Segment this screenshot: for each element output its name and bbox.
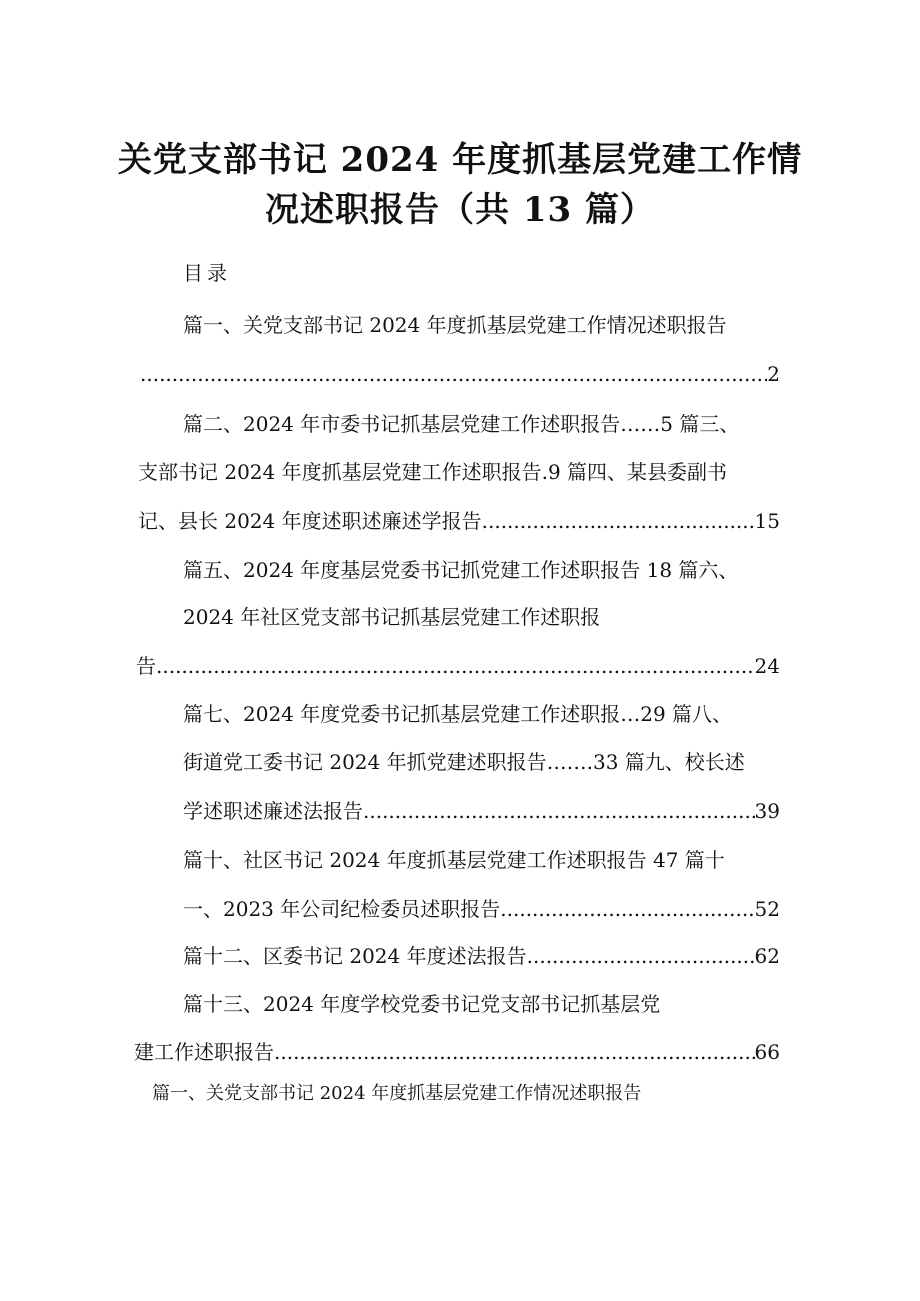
toc-page-number: 15	[754, 509, 780, 533]
document-title-line-2: 况述职报告（共 13 篇）	[265, 190, 655, 230]
dot-leader	[363, 797, 755, 825]
toc-page-number: 66	[754, 1040, 780, 1064]
toc-entry-text: 学述职述廉述法报告	[183, 799, 363, 823]
toc-page-number: 2	[767, 362, 780, 386]
dot-leader	[156, 652, 755, 680]
toc-line-5[interactable]	[138, 507, 780, 535]
dot-leader	[482, 507, 755, 535]
dot-leader	[500, 895, 754, 923]
section-heading: 篇一、关党支部书记 2024 年度抓基层党建工作情况述职报告	[152, 1083, 642, 1104]
toc-entry-text: 建工作述职报告	[134, 1040, 274, 1064]
toc-page-number: 24	[754, 654, 780, 678]
toc-line-16[interactable]	[134, 1038, 780, 1066]
toc-line-13[interactable]	[183, 895, 780, 923]
toc-entry-text: 记、县长 2024 年度述职述廉述学报告	[138, 509, 482, 533]
toc-page-number: 39	[754, 799, 780, 823]
dot-leader	[527, 942, 755, 970]
toc-line-14[interactable]	[183, 942, 780, 970]
toc-page-number: 62	[754, 944, 780, 968]
toc-line-9[interactable]: 篇七、2024 年度党委书记抓基层党建工作述职报…29 篇八、	[183, 702, 733, 726]
toc-line-8[interactable]	[136, 652, 780, 680]
toc-line-6[interactable]: 篇五、2024 年度基层党委书记抓党建工作述职报告 18 篇六、	[183, 558, 739, 582]
toc-line-1[interactable]: 篇一、关党支部书记 2024 年度抓基层党建工作情况述职报告	[183, 313, 727, 337]
toc-line-15[interactable]: 篇十三、2024 年度学校党委书记党支部书记抓基层党	[183, 992, 661, 1016]
dot-leader	[274, 1038, 755, 1066]
toc-line-12[interactable]: 篇十、社区书记 2024 年度抓基层党建工作述职报告 47 篇十	[183, 848, 725, 872]
toc-line-11[interactable]	[183, 797, 780, 825]
toc-line-2[interactable]	[140, 360, 780, 388]
toc-line-4[interactable]: 支部书记 2024 年度抓基层党建工作述职报告.9 篇四、某县委副书	[138, 460, 728, 484]
toc-entry-text: 篇十二、区委书记 2024 年度述法报告	[183, 944, 527, 968]
toc-line-7[interactable]: 2024 年社区党支部书记抓基层党建工作述职报	[183, 605, 601, 629]
toc-line-10[interactable]: 街道党工委书记 2024 年抓党建述职报告…….33 篇九、校长述	[183, 750, 745, 774]
toc-entry-text: 告	[136, 654, 156, 678]
document-title-line-1: 关党支部书记 2024 年度抓基层党建工作情	[117, 140, 803, 180]
toc-entry-text: 一、2023 年公司纪检委员述职报告	[183, 897, 501, 921]
toc-line-3[interactable]: 篇二、2024 年市委书记抓基层党建工作述职报告……5 篇三、	[183, 412, 740, 436]
dot-leader	[140, 360, 767, 388]
toc-label: 目录	[183, 261, 231, 285]
toc-page-number: 52	[754, 897, 780, 921]
